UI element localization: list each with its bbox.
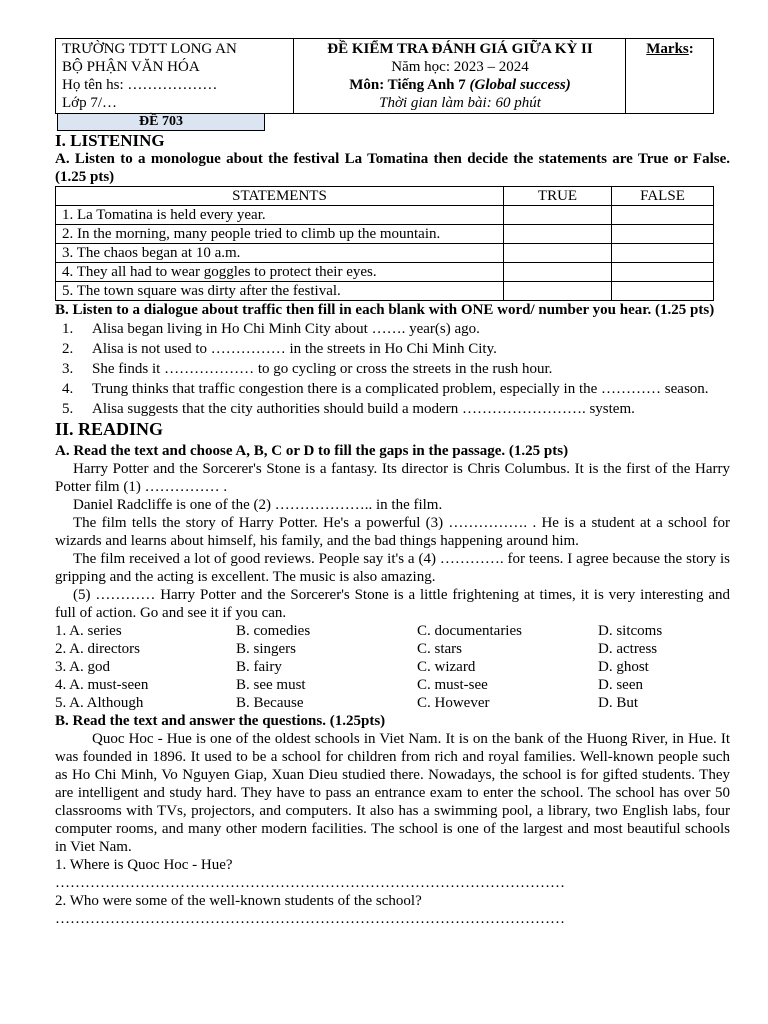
list-item [55,319,730,339]
reading-title: II. READING [55,419,164,439]
option[interactable]: D. actress [598,641,658,657]
passage-paragraph: Harry Potter and the Sorcerer's Stone is a fantasy. Its director is Chris Columbus. It is the first of the Harry Potter film (1) …………… . [55,461,730,495]
table-row [56,244,714,263]
item-number: 1. [62,321,74,337]
reading-b-instruction: B. Read the text and answer the questions. (1.25pts) [55,713,386,729]
listening-b-list [55,319,730,419]
statement-text: 4. They all had to wear goggles to protect their eyes. [56,263,504,282]
statement-text: 5. The town square was dirty after the festival. [56,282,504,301]
option[interactable]: B. singers [236,641,296,657]
passage-paragraph: (5) ………… Harry Potter and the Sorcerer's Stone is a little frightening at times, it is very interesting and full of action. Go and see it if you can. [55,587,730,621]
statements-table [55,186,714,301]
false-cell[interactable] [612,244,714,263]
school-info-cell [56,39,294,114]
exam-title: ĐỀ KIỂM TRA ĐÁNH GIÁ GIỮA KỲ II [327,41,593,57]
subject-edition: (Global success) [469,77,571,93]
item-text: Alisa is not used to …………… in the streets in Ho Chi Minh City. [92,341,497,357]
col-statements: STATEMENTS [56,187,504,206]
listening-a-instruction: A. Listen to a monologue about the festival La Tomatina then decide the statements are True or False. (1.25 pts) [55,151,730,185]
option[interactable]: 4. A. must-seen [55,677,149,693]
table-row [56,263,714,282]
subject-line [300,76,620,94]
option[interactable]: C. However [417,695,490,711]
list-item [55,339,730,359]
option[interactable]: D. ghost [598,659,649,675]
false-cell[interactable] [612,225,714,244]
option[interactable]: B. fairy [236,659,282,675]
col-false: FALSE [612,187,714,206]
option[interactable]: 3. A. god [55,659,111,675]
option[interactable]: C. documentaries [417,623,522,639]
exam-time: Thời gian làm bài: 60 phút [379,95,541,111]
false-cell[interactable] [612,282,714,301]
option[interactable]: 2. A. directors [55,641,140,657]
true-cell[interactable] [504,206,612,225]
class-line: Lớp 7/… [62,95,118,111]
option[interactable]: 1. A. series [55,623,122,639]
option[interactable]: 5. A. Although [55,695,144,711]
answer-line[interactable]: ………………………………………………………………………………………… [55,875,565,891]
marks-label: Marks [646,41,689,57]
false-cell[interactable] [612,263,714,282]
school-name: TRƯỜNG TDTT LONG AN [62,41,237,57]
marks-colon: : [688,41,694,57]
question: 2. Who were some of the well-known students of the school? [55,893,422,909]
item-text: Alisa began living in Ho Chi Minh City about ……. year(s) ago. [92,321,480,337]
false-cell[interactable] [612,206,714,225]
true-cell[interactable] [504,263,612,282]
statement-text: 2. In the morning, many people tried to climb up the mountain. [56,225,504,244]
item-text: Alisa suggests that the city authorities should build a modern ……………………. system. [92,401,635,417]
listening-b-instruction: B. Listen to a dialogue about traffic then fill in each blank with ONE word/ number you hear. (1.25 pts) [55,302,715,318]
school-year: Năm học: 2023 – 2024 [391,59,529,75]
true-cell[interactable] [504,225,612,244]
exam-info-cell [294,39,626,114]
marks-cell [626,39,714,114]
listening-title: I. LISTENING [55,131,165,150]
answer-line[interactable]: ………………………………………………………………………………………… [55,911,565,927]
table-row [56,206,714,225]
question: 1. Where is Quoc Hoc - Hue? [55,857,233,873]
item-number: 2. [62,341,74,357]
quoc-hoc-passage: Quoc Hoc - Hue is one of the oldest schools in Viet Nam. It is on the bank of the Huong River, in Hue. It was founded in 1896. It used to be a school for children from rich and royal families. Well-known people such as Ho Chi Minh, Vo Nguyen Giap, Xuan Dieu studied there. Nowadays, the school is for gifted students. They are intelligent and study hard. They have to pass an entrance exam to enter the school. The school has over 50 classrooms with TVs, projectors, and computers. It also has a swimming pool, a library, two English labs, four computer rooms, and many other modern facilities. The school is one of the largest and most beautiful schools in Viet Nam. [55,731,730,855]
exam-code: ĐỀ 703 [57,114,265,131]
student-name-line: Họ tên hs: ……………… [62,77,218,93]
subject-text: Môn: Tiếng Anh 7 [349,77,470,93]
options-grid [55,622,730,712]
table-row [56,225,714,244]
list-item [55,359,730,379]
true-cell[interactable] [504,282,612,301]
item-number: 4. [62,381,74,397]
option[interactable]: B. see must [236,677,306,693]
option[interactable]: D. But [598,695,639,711]
list-item [55,399,730,419]
item-number: 5. [62,401,74,417]
passage-paragraph: Daniel Radcliffe is one of the (2) ……………….. in the film. [73,497,443,513]
option[interactable]: C. stars [417,641,462,657]
item-text: Trung thinks that traffic congestion there is a complicated problem, especially in the ………… season. [92,381,709,397]
passage-paragraph: The film received a lot of good reviews. People say it's a (4) …………. for teens. I agree because the story is gripping and the acting is excellent. The music is also amazing. [55,551,730,585]
option[interactable]: C. wizard [417,659,476,675]
true-cell[interactable] [504,244,612,263]
option[interactable]: B. Because [236,695,304,711]
col-true: TRUE [504,187,612,206]
option[interactable]: D. sitcoms [598,623,663,639]
option[interactable]: C. must-see [417,677,488,693]
list-item [55,379,730,399]
table-row [56,282,714,301]
passage-paragraph: The film tells the story of Harry Potter. He's a powerful (3) ……………. . He is a student at a school for wizards and learns about himself, his family, and the bad things happening around him. [55,515,730,549]
statement-text: 3. The chaos began at 10 a.m. [56,244,504,263]
department-name: BỘ PHẬN VĂN HÓA [62,59,200,75]
option[interactable]: B. comedies [236,623,311,639]
item-number: 3. [62,361,74,377]
statement-text: 1. La Tomatina is held every year. [56,206,504,225]
exam-header-table [55,38,714,114]
item-text: She finds it ……………… to go cycling or cross the streets in the rush hour. [92,361,553,377]
option[interactable]: D. seen [598,677,643,693]
reading-a-instruction: A. Read the text and choose A, B, C or D to fill the gaps in the passage. (1.25 pts) [55,443,569,459]
